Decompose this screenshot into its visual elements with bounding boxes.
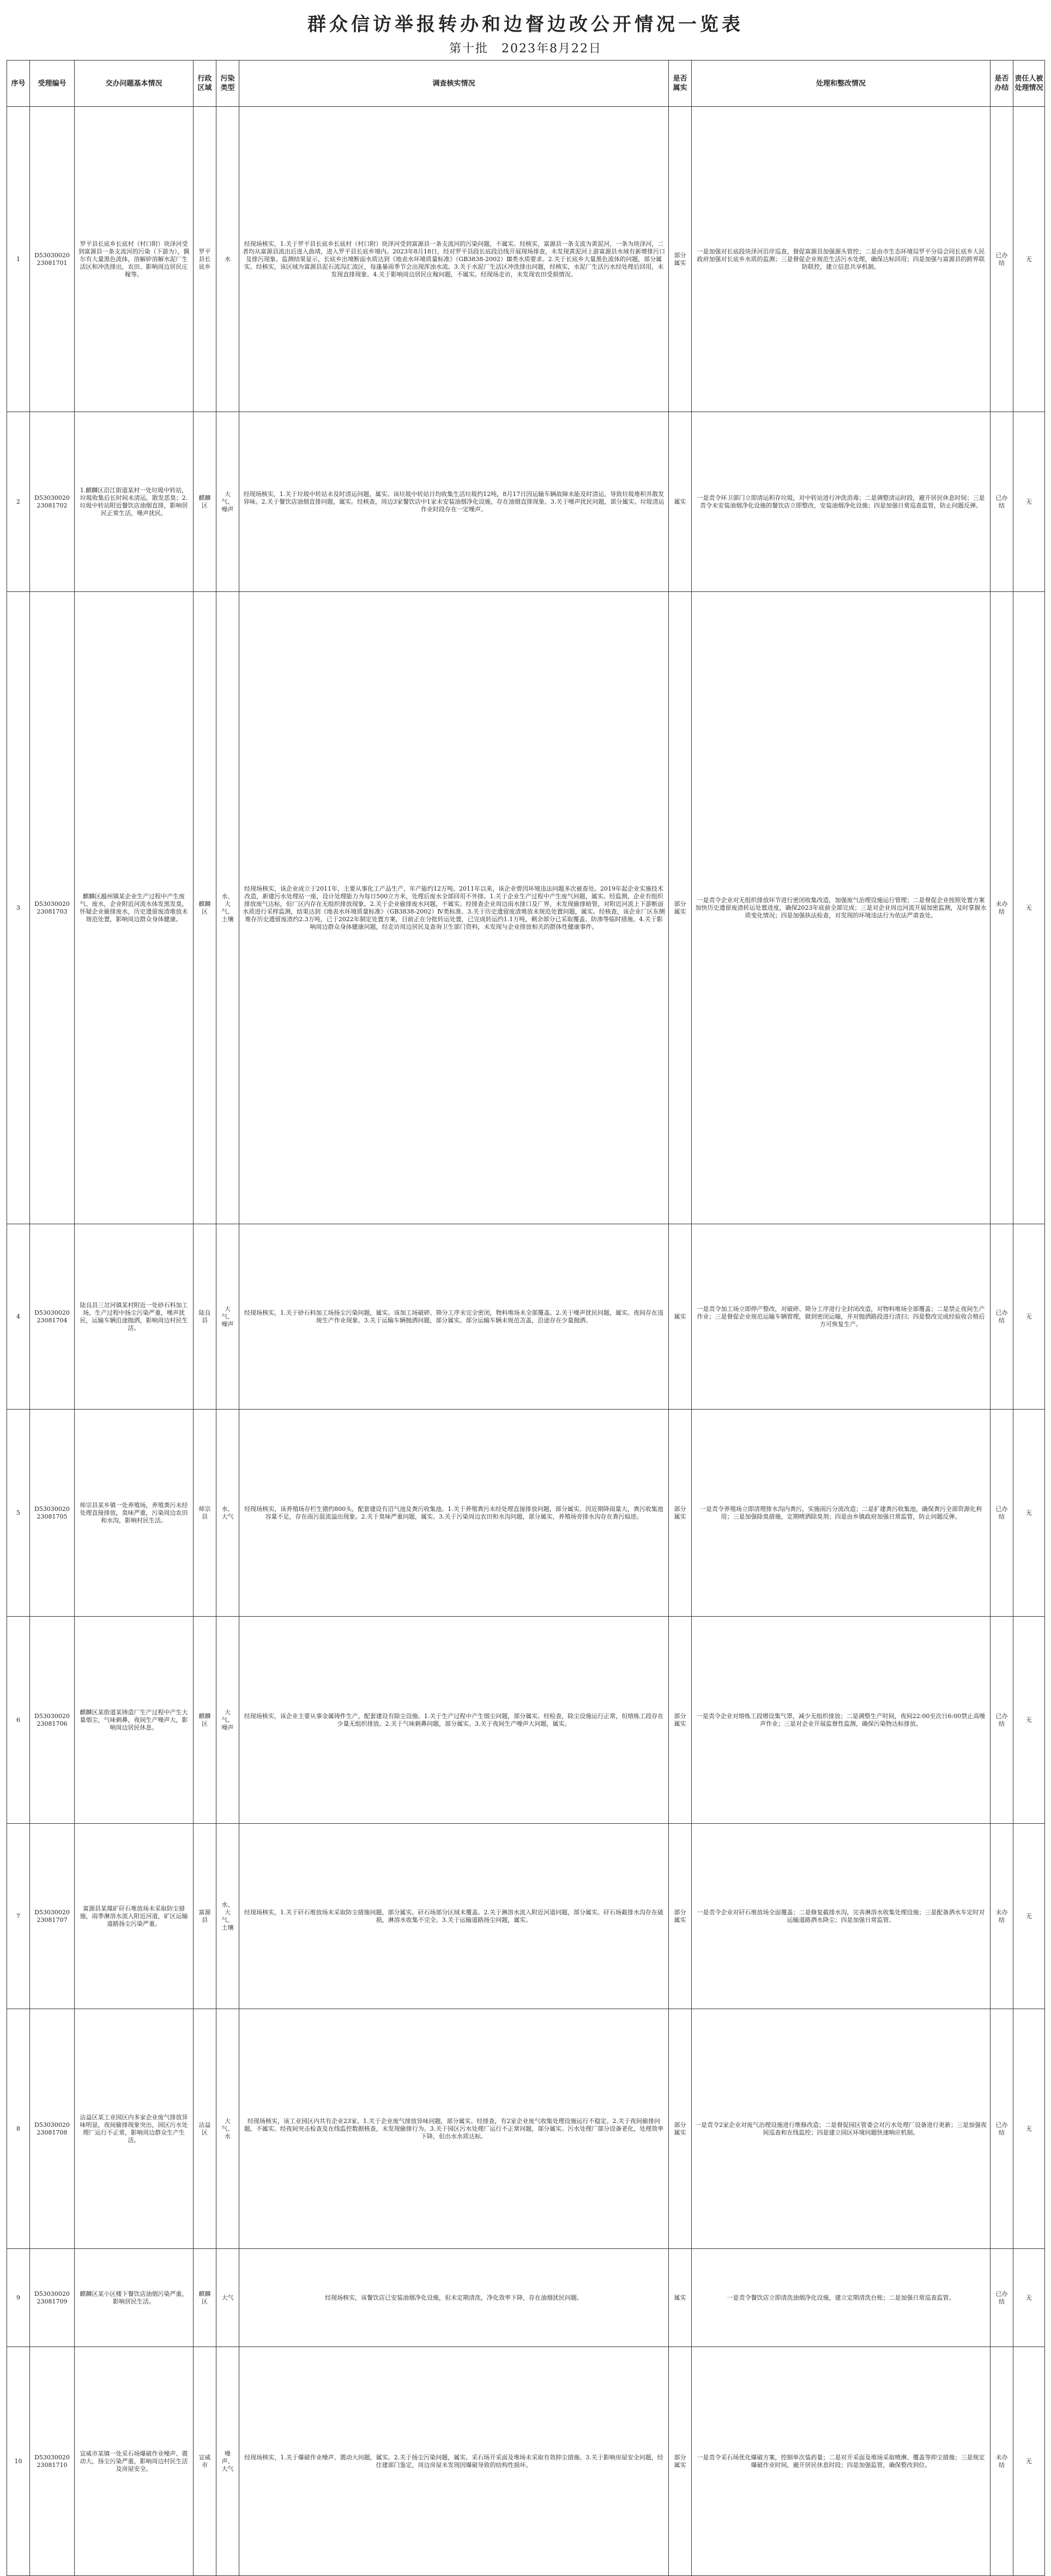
cell-closed: 已办结 — [990, 1410, 1013, 1617]
page-title: 群众信访举报转办和边督边改公开情况一览表 — [307, 14, 744, 35]
cell-id: D5303002023081709 — [30, 2249, 75, 2347]
cell-investigation: 经现场核实，1.关于爆破作业噪声、震动大问题，属实。2.关于扬尘污染问题，属实。采石场开采面及堆场未采取有效抑尘措施。3.关于影响房屋安全问题，经住建部门鉴定，周边房屋未发现因爆破导致的结构性损坏。 — [239, 2347, 669, 2576]
cell-closed: 未办结 — [990, 592, 1013, 1224]
cell-verified: 属实 — [669, 412, 692, 592]
cell-id: D5303002023081710 — [30, 2347, 75, 2576]
cell-region: 师宗县 — [194, 1410, 216, 1617]
page-subtitle: 第十批 2023年8月22日 — [449, 42, 602, 56]
cell-problem: 宣威市某镇一处采石场爆破作业噪声、震动大，扬尘污染严重，影响周边村民生活及房屋安全。 — [75, 2347, 194, 2576]
cell-pollution: 水、大气、土壤 — [216, 1824, 239, 2009]
cell-region: 沾益区 — [194, 2009, 216, 2249]
cell-handling: 一是责令企业对熔炼工段增设集气罩，减少无组织排放；二是调整生产时间，夜间22:00至次日6:00禁止高噪声作业；三是对企业开展监督性监测，确保污染物达标排放。 — [692, 1617, 990, 1824]
col-header-id: 受理编号 — [30, 61, 75, 107]
table-header-row — [7, 61, 1045, 107]
cell-seq: 4 — [7, 1224, 30, 1410]
cell-accountability: 无 — [1013, 1824, 1045, 2009]
cell-seq: 2 — [7, 412, 30, 592]
cell-pollution: 水、大气、土壤 — [216, 592, 239, 1224]
cell-id: D5303002023081701 — [30, 107, 75, 412]
cell-pollution: 大气 — [216, 2249, 239, 2347]
cell-investigation: 经现场核实，1.关于垃圾中转站未及时清运问题，属实。该垃圾中转站日均收集生活垃圾约12吨，8月17日因运输车辆故障未能及时清运，导致垃圾堆积并散发异味。2.关于餐饮店油烟直排问题，属实。经核查，周边3家餐饮店中1家未安装油烟净化设施，存在油烟直排现象。3.关于噪声扰民问题，部分属实。垃圾清运作业时段存在一定噪声。 — [239, 412, 669, 592]
cell-investigation: 经现场核实，该企业主要从事金属铸件生产，配套建设有除尘设施。1.关于生产过程中产生烟尘问题，部分属实。经检查，除尘设施运行正常，但熔炼工段存在少量无组织排放。2.关于气味刺鼻问题，部分属实。3.关于夜间生产噪声大问题，属实。 — [239, 1617, 669, 1824]
cell-handling: 一是责令环卫部门立即清运积存垃圾，对中转站进行冲洗消毒；二是调整清运时段，避开居民休息时间；三是责令未安装油烟净化设施的餐饮店立即整改，安装油烟净化设施；四是加强日常巡查监管，防止问题反弹。 — [692, 412, 990, 592]
cell-handling: 一是责令企业对矸石堆放场全面覆盖；二是修复截排水沟，完善淋溶水收集处理设施；三是配备洒水车定时对运输道路洒水降尘；四是加强日常监管。 — [692, 1824, 990, 2009]
cell-investigation: 经现场核实，该餐饮店已安装油烟净化设施，但未定期清洗，净化效率下降，存在油烟扰民问题。 — [239, 2249, 669, 2347]
cell-problem: 师宗县某乡镇一处养殖场，养殖粪污未经处理直接排放，臭味严重，污染周边农田和水沟，影响村民生活。 — [75, 1410, 194, 1617]
cell-seq: 6 — [7, 1617, 30, 1824]
cell-accountability: 无 — [1013, 2347, 1045, 2576]
cell-verified: 部分属实 — [669, 2009, 692, 2249]
cell-region: 麒麟区 — [194, 412, 216, 592]
cell-region: 富源县 — [194, 1824, 216, 2009]
cell-problem: 麒麟区某小区楼下餐饮店油烟污染严重，影响居民生活。 — [75, 2249, 194, 2347]
col-header-handling: 处理和整改情况 — [692, 61, 990, 107]
cell-problem: 麒麟区越州镇某企业生产过程中产生废气、废水，企业附近河流水体发黑发臭，怀疑企业偷排废水，历史遗留废渣堆放未规范处置，影响周边群众身体健康。 — [75, 592, 194, 1224]
cell-handling: 一是责令养殖场立即清理排水沟内粪污，实施雨污分流改造；二是扩建粪污收集池，确保粪污全部资源化利用；三是加强除臭措施，定期喷洒除臭剂；四是由乡镇政府加强日常监管，防止问题反弹。 — [692, 1410, 990, 1617]
cell-closed: 已办结 — [990, 107, 1013, 412]
col-header-region: 行政区域 — [194, 61, 216, 107]
cell-problem: 陆良县三岔河镇某村附近一处砂石料加工场，生产过程中扬尘污染严重，噪声扰民，运输车辆沿途抛洒，影响周边村民生活。 — [75, 1224, 194, 1410]
cell-seq: 7 — [7, 1824, 30, 2009]
cell-seq: 8 — [7, 2009, 30, 2249]
cell-accountability: 无 — [1013, 1224, 1045, 1410]
cell-problem: 麒麟区某街道某铸造厂生产过程中产生大量烟尘，气味刺鼻，夜间生产噪声大，影响周边居民休息。 — [75, 1617, 194, 1824]
cell-verified: 属实 — [669, 2249, 692, 2347]
col-header-investigation: 调查核实情况 — [239, 61, 669, 107]
cell-id: D5303002023081705 — [30, 1410, 75, 1617]
col-header-closed: 是否办结 — [990, 61, 1013, 107]
cell-handling: 一是责令加工场立即停产整改，对破碎、筛分工序进行全封闭改造，对物料堆场全部覆盖；二是禁止夜间生产作业；三是督促企业规范运输车辆管理，做到密闭运输，并对抛洒路段进行清扫；四是整改完成经验收合格后方可恢复生产。 — [692, 1224, 990, 1410]
cell-handling: 一是加强对长底段块泽河沿岸巡查，督促富源县加强源头管控；二是由市生态环境局罗平分局会同长底乡人民政府加强对长底乡水质的监测；三是督促企业规范生活污水处理，确保达标回用；四是加强与富源县的跨界联防联控，建立信息共享机制。 — [692, 107, 990, 412]
cell-verified: 属实 — [669, 1224, 692, 1410]
cell-id: D5303002023081704 — [30, 1224, 75, 1410]
col-header-problem: 交办问题基本情况 — [75, 61, 194, 107]
cell-region: 麒麟区 — [194, 1617, 216, 1824]
cell-handling: 一是责令采石场优化爆破方案，控制单次装药量；二是对开采面及堆场采取喷淋、覆盖等抑尘措施；三是规定爆破作业时间，避开居民休息时段；四是加强监管，确保整改到位。 — [692, 2347, 990, 2576]
cell-seq: 1 — [7, 107, 30, 412]
col-header-accountability: 责任人被处理情况 — [1013, 61, 1045, 107]
col-header-pollution: 污染类型 — [216, 61, 239, 107]
cell-closed: 未办结 — [990, 1824, 1013, 2009]
cell-accountability: 无 — [1013, 2009, 1045, 2249]
cell-pollution: 水、大气 — [216, 1410, 239, 1617]
table-row — [7, 592, 1045, 1224]
cell-handling: 一是责令企业对无组织排放环节进行密闭收集改造，加强废气治理设施运行管理；二是督促企业按照处置方案加快历史遗留废渣转运处置进度，确保2023年底前全部完成；三是对企业周边河流开展加密监测，及时掌握水质变化情况；四是加强执法检查，对发现的环境违法行为依法严肃查处。 — [692, 592, 990, 1224]
table-row — [7, 107, 1045, 412]
table-row — [7, 2249, 1045, 2347]
table-row — [7, 412, 1045, 592]
cell-problem: 沾益区某工业园区内多家企业废气排放异味明显，夜间偷排现象突出，园区污水处理厂运行不正常，影响周边群众生产生活。 — [75, 2009, 194, 2249]
cell-seq: 3 — [7, 592, 30, 1224]
cell-id: D5303002023081708 — [30, 2009, 75, 2249]
cell-closed: 已办结 — [990, 1224, 1013, 1410]
table-row — [7, 2009, 1045, 2249]
cell-pollution: 大气、噪声 — [216, 412, 239, 592]
cell-verified: 部分属实 — [669, 2347, 692, 2576]
disclosure-table — [7, 60, 1045, 2576]
cell-id: D5303002023081706 — [30, 1617, 75, 1824]
cell-pollution: 大气、噪声 — [216, 1617, 239, 1824]
cell-pollution: 大气、水 — [216, 2009, 239, 2249]
cell-verified: 部分属实 — [669, 107, 692, 412]
cell-investigation: 经现场核实，1.关于矸石堆放场未采取防尘措施问题，部分属实。矸石场部分区域未覆盖。2.关于淋溶水流入附近河道问题，部分属实。矸石场截排水沟存在破损，淋溶水收集不完全。3.关于运输道路扬尘问题，属实。 — [239, 1824, 669, 2009]
cell-region: 麒麟区 — [194, 592, 216, 1224]
table-row — [7, 1824, 1045, 2009]
cell-verified: 部分属实 — [669, 1824, 692, 2009]
cell-investigation: 经现场核实，该企业成立于2011年，主要从事化工产品生产，年产能约12万吨。2011年以来，该企业曾因环境违法问题多次被查处。2019年起企业实施技术改造，新建污水处理站一座，设计处理能力为每日500立方米，处理后废水全部回用不外排。1.关于企业生产过程中产生废气问题，属实。经监测，企业有组织排放废气达标，但厂区内存在无组织排放现象。2.关于企业偷排废水问题，不属实。经排查企业周边雨水排口及厂界，未发现偷排暗管，对附近河流上下游断面水质进行采样监测，结果达到《地表水环境质量标准》（GB3838-2002）Ⅳ类标准。3.关于历史遗留废渣堆放未规范处置问题，属实。经核查，该企业厂区东侧堆存历史遗留废渣约2.3万吨，已于2022年制定处置方案，目前正在分批转运处置，已完成转运约1.1万吨，剩余部分已采取覆盖、防渗等临时措施。4.关于影响周边群众身体健康问题，经走访周边居民及查询卫生部门资料，未发现与企业排放相关的群体性健康事件。 — [239, 592, 669, 1224]
cell-region: 宣威市 — [194, 2347, 216, 2576]
cell-verified: 部分属实 — [669, 1617, 692, 1824]
cell-accountability: 无 — [1013, 592, 1045, 1224]
cell-pollution: 噪声、大气 — [216, 2347, 239, 2576]
cell-closed: 已办结 — [990, 1617, 1013, 1824]
table-row — [7, 1224, 1045, 1410]
cell-investigation: 经现场核实，1.关于罗平县长底乡长底村（村口附）块泽河受到富源县一条支流河的污染问题，不属实。经核实，富源县一条支流为黄泥河，一条为块泽河，二者均从富源县流出后进入曲靖，进入罗平县长底乡境内。2023年8月18日，经对罗平县段长底段沿线开展现场排查，未发现黄泥河上游富源县水域有新增排污口及排污现象。监测结果显示，长底乡出境断面水质达到《地表水环境质量标准》（GB3838-2002）Ⅲ类水质要求。2.关于长底乡大量黑色流体的问题，部分属实。经核实，该区域为富源县泥石流沟汇流区，每逢暴雨季节会出现浑浊水流。3.关于水泥厂生活区冲洗排出问题，经核实，水泥厂生活污水经处理后回用，未发现直排现象。4.关于影响周边居民庄稼问题，不属实。经现场走访，未发现农田受损情况。 — [239, 107, 669, 412]
cell-closed: 已办结 — [990, 2009, 1013, 2249]
cell-handling: 一是责令2家企业对废气治理设施进行维修改造；二是督促园区管委会对污水处理厂设备进行更新；三是加强夜间巡查和在线监控；四是建立园区环境问题快速响应机制。 — [692, 2009, 990, 2249]
cell-accountability: 无 — [1013, 1617, 1045, 1824]
cell-investigation: 经现场核实，该养殖场存栏生猪约800头，配套建设有沼气池及粪污收集池。1.关于养殖粪污未经处理直接排放问题，部分属实。因近期降雨量大，粪污收集池容量不足，存在雨污混流溢出现象。2.关于臭味严重问题，属实。3.关于污染周边农田和水沟问题，部分属实，养殖场旁排水沟存在粪污痕迹。 — [239, 1410, 669, 1617]
cell-accountability: 无 — [1013, 412, 1045, 592]
cell-accountability: 无 — [1013, 1410, 1045, 1617]
cell-region: 罗平县长底乡 — [194, 107, 216, 412]
cell-investigation: 经现场核实，1.关于砂石料加工场扬尘污染问题，属实。该加工场破碎、筛分工序未完全密闭，物料堆场未全部覆盖。2.关于噪声扰民问题，属实。夜间存在违规生产作业现象。3.关于运输车辆抛洒问题，部分属实。部分运输车辆未规范苫盖，沿途存在少量抛洒。 — [239, 1224, 669, 1410]
cell-id: D5303002023081703 — [30, 592, 75, 1224]
table-row — [7, 2347, 1045, 2576]
col-header-seq: 序号 — [7, 61, 30, 107]
cell-problem: 1.麒麟区沿江街道某村一处垃圾中转站，垃圾收集后长时间未清运，散发恶臭；2.垃圾中转站附近餐饮店油烟直排，影响居民正常生活，噪声扰民。 — [75, 412, 194, 592]
cell-pollution: 水 — [216, 107, 239, 412]
cell-pollution: 大气、噪声 — [216, 1224, 239, 1410]
cell-accountability: 无 — [1013, 2249, 1045, 2347]
cell-seq: 5 — [7, 1410, 30, 1617]
cell-id: D5303002023081707 — [30, 1824, 75, 2009]
cell-seq: 9 — [7, 2249, 30, 2347]
table-body — [7, 107, 1045, 2576]
cell-accountability: 无 — [1013, 107, 1045, 412]
cell-region: 陆良县 — [194, 1224, 216, 1410]
cell-problem: 罗平县长底乡长底村（村口附）块泽河受到富源县一条支流河的污染（下游为），偶尔有大量黑色流体，溶解矽溶解水泥厂生活区和冲洗排出，农田、影响周边居民庄稼等。 — [75, 107, 194, 412]
cell-investigation: 经现场核实，该工业园区内共有企业23家。1.关于企业废气排放异味问题，部分属实。经排查，有2家企业废气收集处理设施运行不稳定。2.关于夜间偷排问题，不属实。经夜间突击检查及在线监控数据核查，未发现偷排行为。3.关于园区污水处理厂运行不正常问题，部分属实。污水处理厂部分设备老化，处理效率下降，但出水水质达标。 — [239, 2009, 669, 2249]
table-row — [7, 1617, 1045, 1824]
cell-closed: 已办结 — [990, 412, 1013, 592]
table-row — [7, 1410, 1045, 1617]
cell-verified: 部分属实 — [669, 592, 692, 1224]
cell-closed: 已办结 — [990, 2249, 1013, 2347]
col-header-verified: 是否属实 — [669, 61, 692, 107]
cell-seq: 10 — [7, 2347, 30, 2576]
cell-problem: 富源县某煤矿矸石堆放场未采取防尘措施，雨季淋溶水流入附近河道，矿区运输道路扬尘污染严重。 — [75, 1824, 194, 2009]
cell-handling: 一是责令餐饮店立即清洗油烟净化设施，建立定期清洗台账；二是加强日常巡查监管。 — [692, 2249, 990, 2347]
cell-region: 麒麟区 — [194, 2249, 216, 2347]
cell-id: D5303002023081702 — [30, 412, 75, 592]
cell-closed: 未办结 — [990, 2347, 1013, 2576]
cell-verified: 部分属实 — [669, 1410, 692, 1617]
